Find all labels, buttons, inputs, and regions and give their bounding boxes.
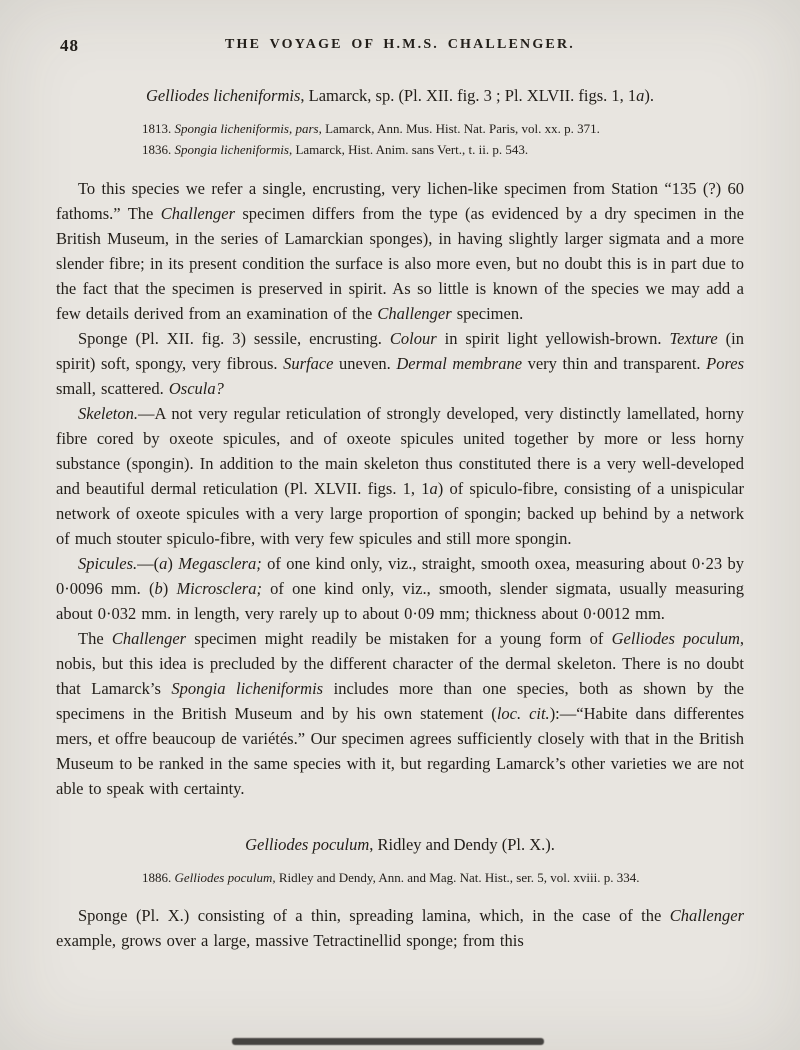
text-run: example, grows over a large, massive Tetractinellid sponge; from this bbox=[56, 931, 524, 951]
italic-text-run: Spongia licheniformis bbox=[171, 678, 324, 698]
italic-text-run: Texture bbox=[669, 328, 718, 348]
text-run: specimen might readily be mistaken for a young form of bbox=[186, 628, 612, 648]
text-run: To this species we refer a single, encrusting, very lichen-like specimen from Station “135 (?) 60 fathoms.” The bbox=[56, 178, 744, 223]
italic-text-run: a bbox=[159, 553, 168, 573]
text-run: (in spirit) soft, spongy, very fibrous. bbox=[56, 328, 745, 373]
italic-text-run: Colour bbox=[389, 328, 437, 348]
text-run: ) of spiculo-fibre, consisting of a unispicular network of oxeote spicules with a very large proportion of spongin; backed up behind by a network of much stouter spiculo-fibre, with very few spicules and still more spongin. bbox=[56, 478, 744, 548]
italic-text-run: Spicules. bbox=[78, 553, 138, 573]
italic-text-run: Megasclera; bbox=[178, 553, 262, 573]
text-run: ) bbox=[162, 578, 177, 598]
text-run: of one kind only, viz., smooth, slender sigmata, usually measuring about 0·032 mm. in length, very rarely up to about 0·09 mm; thickness about 0·0012 mm. bbox=[56, 578, 744, 623]
text-run: —A not very regular reticulation of strongly developed, very distinctly lamellated, horny fibre cored by oxeote spicules, and of oxeote spicules united together by more or less horny substance (spongin). In addition to the main skeleton thus constituted there is a very well-developed and beautiful dermal reticulation (Pl. XLVII. figs. 1, 1 bbox=[56, 403, 744, 498]
text-run: , Lamarck, Hist. Anim. sans Vert., t. ii. p. 543. bbox=[288, 141, 529, 157]
text-run: small, scattered. bbox=[56, 378, 169, 398]
text-run: , Lamarck, Ann. Mus. Hist. Nat. Paris, vol. xx. p. 371. bbox=[318, 121, 600, 136]
species-heading-poculum bbox=[56, 835, 744, 855]
text-run: specimen. bbox=[451, 303, 524, 323]
paragraph-intro bbox=[56, 176, 744, 326]
text-run: The bbox=[78, 628, 112, 648]
italic-text-run: Skeleton. bbox=[78, 403, 139, 423]
paragraph-skeleton bbox=[56, 401, 744, 551]
italic-text-run: Microsclera; bbox=[176, 578, 262, 598]
species-heading-licheniformis bbox=[56, 86, 744, 106]
scan-artifact-bar bbox=[232, 1038, 544, 1045]
italic-text-run: Spongia licheniformis, pars bbox=[174, 121, 319, 136]
text-run: Sponge (Pl. XII. fig. 3) sessile, encrusting. bbox=[78, 328, 390, 348]
text-run: of one kind only, viz., straight, smooth oxea, measuring about 0·23 by 0·0096 mm. ( bbox=[56, 553, 745, 598]
text-run: , Lamarck, sp. (Pl. XII. fig. 3 ; Pl. XLVII. figs. 1, 1 bbox=[300, 86, 637, 105]
page-number: 48 bbox=[60, 36, 79, 55]
italic-text-run: b bbox=[154, 578, 163, 598]
text-run: ). bbox=[644, 86, 655, 105]
italic-text-run: Gelliodes poculum bbox=[245, 834, 370, 854]
italic-text-run: Oscula? bbox=[168, 378, 224, 398]
italic-text-run: Challenger bbox=[669, 906, 744, 926]
synonymy-list-poculum bbox=[142, 868, 744, 889]
text-run: uneven. bbox=[333, 353, 397, 373]
text-run: ):—“Habite dans differentes mers, et offre beaucoup de variétés.” Our specimen agrees sufficiently closely with that in the British Museum to be ranked in the same species with it, but regarding Lamarck’s other varieties we are not able to speak with certainty. bbox=[56, 703, 744, 798]
text-run: includes more than one species, both as shown by the specimens in the British Museum and by his own statement ( bbox=[56, 678, 744, 723]
italic-text-run: Gelliodes poculum bbox=[174, 869, 273, 885]
italic-text-run: a bbox=[636, 86, 645, 105]
italic-text-run: Pores bbox=[706, 353, 745, 373]
synonymy-entry-1886 bbox=[142, 868, 744, 889]
italic-text-run: Challenger bbox=[111, 628, 187, 648]
text-run: 1836. bbox=[142, 141, 175, 157]
italic-text-run: loc. cit. bbox=[496, 703, 550, 723]
paragraph-poculum-intro bbox=[56, 903, 744, 953]
text-run: Sponge (Pl. X.) consisting of a thin, spreading lamina, which, in the case of the bbox=[78, 906, 670, 926]
paragraph-spicules bbox=[56, 551, 744, 626]
text-run: very thin and transparent. bbox=[522, 353, 707, 373]
italic-text-run: Gelliodes poculum bbox=[611, 628, 740, 648]
italic-text-run: a bbox=[429, 478, 438, 498]
text-run: , Ridley and Dendy (Pl. X.). bbox=[369, 834, 555, 854]
italic-text-run: Surface bbox=[283, 353, 334, 373]
italic-text-run: Challenger bbox=[377, 303, 452, 323]
synonymy-list-licheniformis bbox=[142, 119, 744, 161]
text-run: 1886. bbox=[142, 869, 175, 885]
text-run: , nobis, but this idea is precluded by the different character of the dermal skeleton. There is no doubt that Lamarck’s bbox=[56, 628, 745, 698]
running-title: THE VOYAGE OF H.M.S. CHALLENGER. bbox=[225, 37, 575, 52]
text-run: 1813. bbox=[142, 121, 175, 136]
paragraph-description bbox=[56, 326, 744, 401]
italic-text-run: Dermal membrane bbox=[396, 353, 523, 373]
text-run: , Ridley and Dendy, Ann. and Mag. Nat. Hist., ser. 5, vol. xviii. p. 334. bbox=[272, 869, 640, 885]
page-header bbox=[56, 36, 744, 60]
synonymy-entry-1836 bbox=[142, 140, 744, 161]
italic-text-run: Challenger bbox=[160, 203, 235, 223]
synonymy-entry-1813 bbox=[142, 119, 744, 140]
text-run: —( bbox=[137, 553, 160, 573]
italic-text-run: Gelliodes licheniformis bbox=[145, 86, 301, 105]
paragraph-discussion bbox=[56, 626, 744, 801]
text-run: ) bbox=[167, 553, 179, 573]
italic-text-run: Spongia licheniformis bbox=[174, 141, 289, 157]
text-run: in spirit light yellowish-brown. bbox=[436, 328, 670, 348]
text-run: specimen differs from the type (as evidenced by a dry specimen in the British Museum, in the series of Lamarckian sponges), in having slightly larger sigmata and a more slender fibre; in its present condition the surface is also more even, but no doubt this is in part due to the fact that the specimen is preserved in spirit. As so little is known of the species we may add a few details derived from an examination of the bbox=[56, 203, 745, 323]
